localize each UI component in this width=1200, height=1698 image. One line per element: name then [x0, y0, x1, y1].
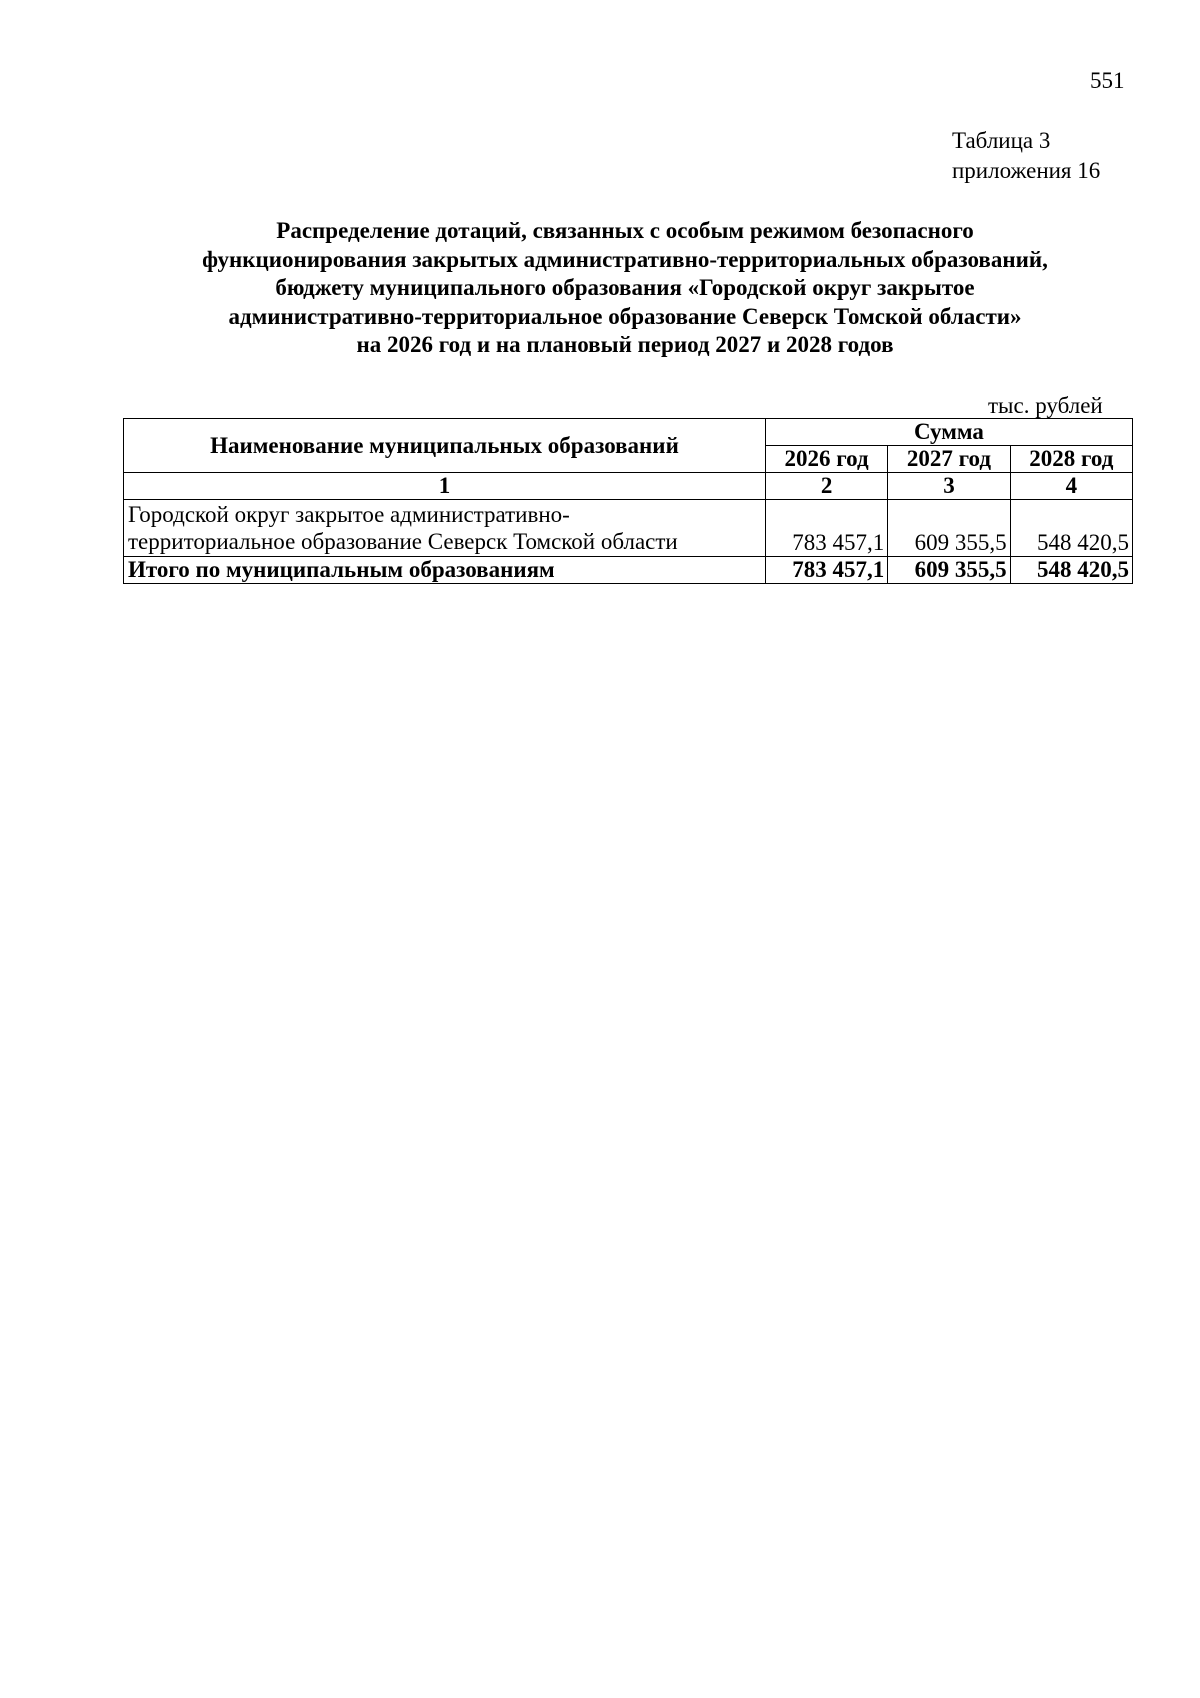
title-line: административно-территориальное образование Северск Томской области» — [228, 303, 1022, 329]
title-line: на 2026 год и на плановый период 2027 и 2028 годов — [356, 332, 894, 358]
total-2027-cell: 609 355,5 — [888, 557, 1010, 584]
header-sum-cell: Сумма — [765, 419, 1132, 446]
title-line: функционирования закрытых административно-территориальных образований, — [202, 246, 1048, 272]
value-2027-cell: 609 355,5 — [888, 500, 1010, 557]
column-number: 2 — [765, 473, 887, 500]
attachment-reference — [952, 126, 1100, 186]
column-number: 1 — [124, 473, 766, 500]
column-number: 3 — [888, 473, 1010, 500]
total-row — [124, 557, 1133, 584]
header-year-2026: 2026 год — [765, 446, 887, 473]
page-number: 551 — [1090, 68, 1125, 93]
total-label-cell: Итого по муниципальным образованиям — [124, 557, 766, 584]
title-line: Распределение дотаций, связанных с особым режимом безопасного — [276, 218, 974, 243]
value-2028-cell: 548 420,5 — [1010, 500, 1132, 557]
total-2028-cell: 548 420,5 — [1010, 557, 1132, 584]
attachment-appendix-label: приложения 16 — [952, 158, 1101, 183]
attachment-table-label: Таблица 3 — [952, 128, 1051, 153]
column-number: 4 — [1010, 473, 1132, 500]
municipality-name-line: территориальное образование Северск Томской области — [128, 529, 678, 554]
document-title — [100, 217, 1150, 360]
value-2026-cell: 783 457,1 — [765, 500, 887, 557]
header-year-2028: 2028 год — [1010, 446, 1132, 473]
table-header-row — [124, 419, 1133, 446]
column-number-row — [124, 473, 1133, 500]
table-row — [124, 500, 1133, 557]
municipality-name-line: Городской округ закрытое административно- — [128, 502, 570, 527]
header-name-cell: Наименование муниципальных образований — [124, 419, 766, 473]
units-label: тыс. рублей — [988, 393, 1103, 418]
subsidy-table — [123, 418, 1133, 584]
header-year-2027: 2027 год — [888, 446, 1010, 473]
total-2026-cell: 783 457,1 — [765, 557, 887, 584]
municipality-name-cell — [124, 500, 766, 557]
title-line: бюджету муниципального образования «Городской округ закрытое — [275, 275, 975, 301]
